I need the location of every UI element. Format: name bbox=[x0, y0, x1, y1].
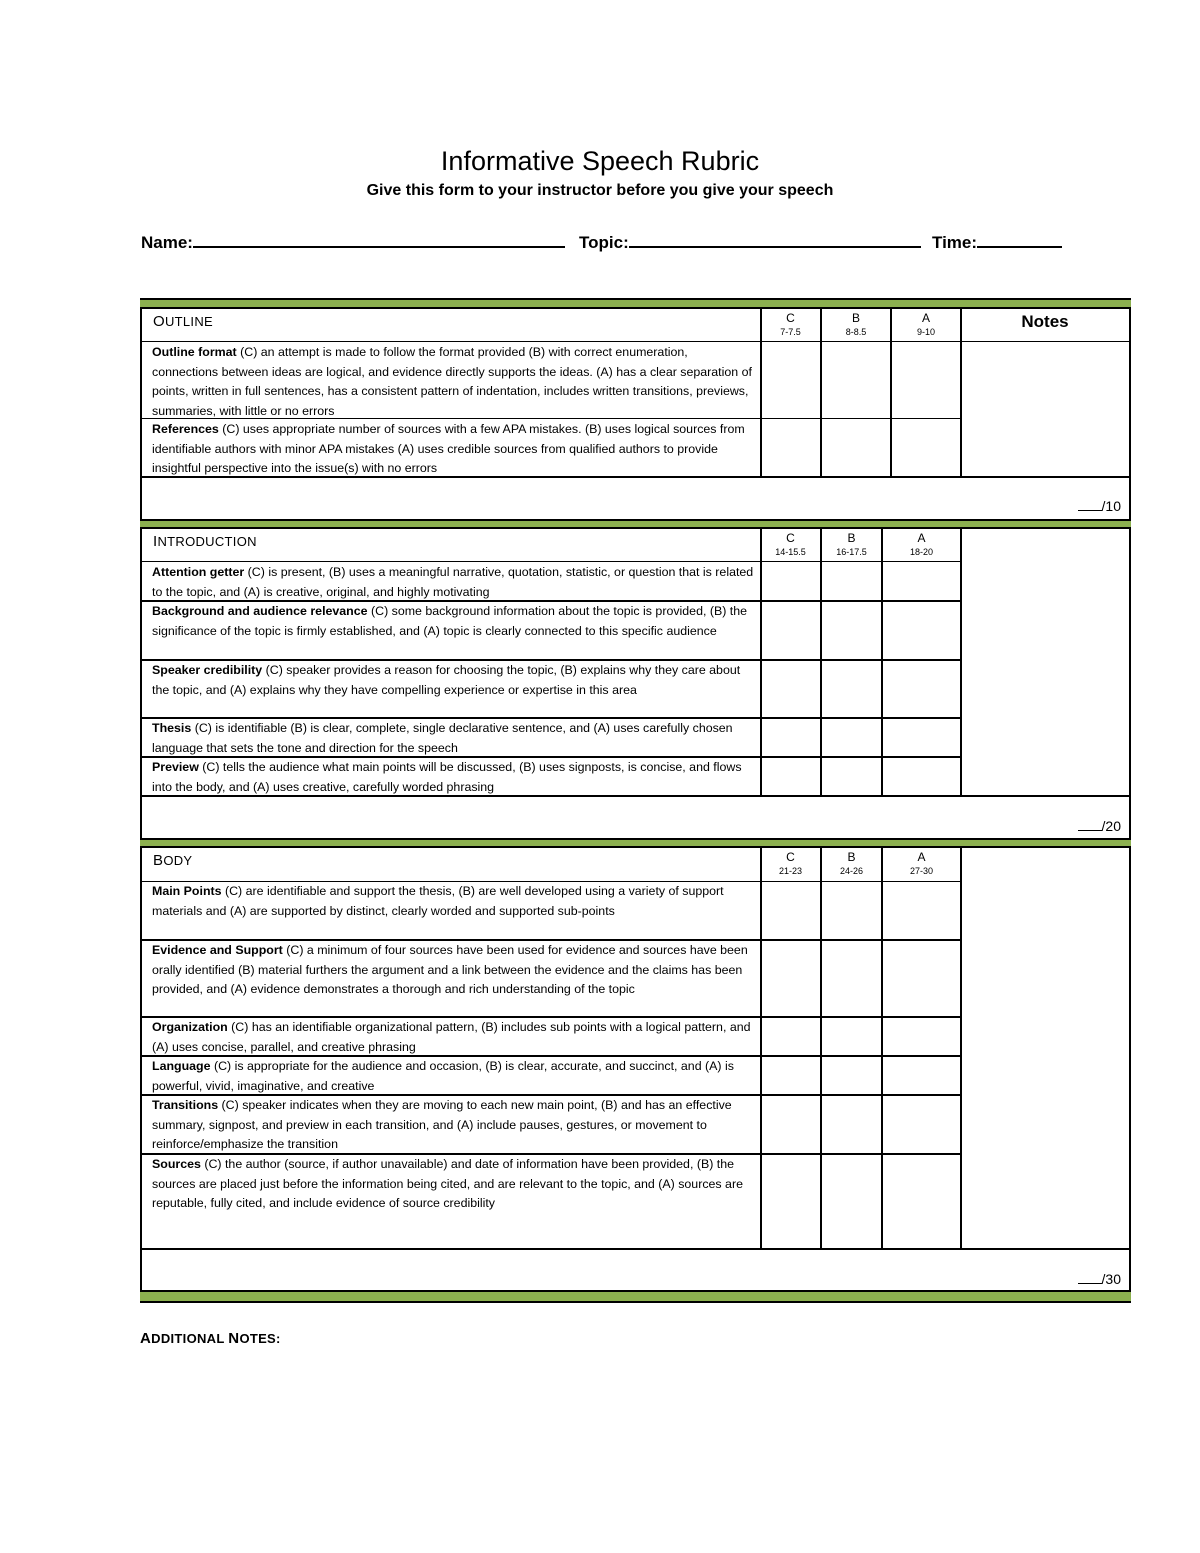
criterion-references: References (C) uses appropriate number of sources with a few APA mistakes. (B) uses logical sources from identifiable authors with minor APA mistakes (A) uses credible sources from qualified authors to provide insightful perspective into the issue(s) with no errors bbox=[152, 422, 745, 475]
intro-col-b bbox=[820, 529, 822, 797]
body-col-a bbox=[881, 848, 883, 1250]
body-grade-a: A 27-30 bbox=[909, 850, 934, 876]
section-title-body: BODY bbox=[153, 852, 193, 869]
criterion-outline-format: Outline format (C) an attempt is made to follow the format provided (B) with correct enumeration, connections between ideas are logical, and evidence directly supports the ideas. (A) has a clear separation of points, written in full sentences, has a consistent pattern of indentation, includes written transitions, previews, summaries, with little or no errors bbox=[152, 345, 752, 418]
outline-col-notes bbox=[960, 309, 962, 478]
criterion-sources: Sources (C) the author (source, if author unavailable) and date of information have been provided, (B) the sources are placed just before the information being cited, and are relevant to the topic, and (A) sources are reputable, fully cited, and include evidence of source credibility bbox=[152, 1157, 743, 1210]
criterion-language: Language (C) is appropriate for the audience and occasion, (B) is clear, accurate, and succinct, and (A) is powerful, vivid, imaginative, and creative bbox=[152, 1059, 734, 1093]
frame-right-2 bbox=[1129, 529, 1131, 838]
topic-label: Topic: bbox=[579, 233, 629, 252]
intro-col-notes bbox=[960, 529, 962, 797]
criterion-preview: Preview (C) tells the audience what main points will be discussed, (B) uses signposts, is concise, and flows into the body, and (A) uses creative, carefully worded phrasing bbox=[152, 760, 742, 794]
outline-score[interactable]: /10 bbox=[1078, 498, 1121, 514]
criterion-transitions: Transitions (C) speaker indicates when they are moving to each new main point, (B) and has an effective summary, signpost, and preview in each transition, and (A) include pauses, gestures, or movement to reinforce/emphasize the transition bbox=[152, 1098, 732, 1151]
topic-field[interactable] bbox=[579, 228, 921, 254]
score-blank[interactable] bbox=[1078, 1271, 1102, 1284]
intro-col-c bbox=[760, 529, 762, 797]
additional-notes-label: ADDITIONAL NOTES: bbox=[140, 1330, 281, 1347]
intro-header-line bbox=[140, 561, 962, 562]
criterion-organization: Organization (C) has an identifiable organizational pattern, (B) includes sub points with a logical pattern, and (A) uses concise, parallel, and creative phrasing bbox=[152, 1020, 751, 1054]
outline-col-a bbox=[890, 309, 892, 478]
outline-header-line bbox=[140, 341, 1131, 342]
score-blank[interactable] bbox=[1078, 498, 1102, 511]
criterion-speaker-credibility: Speaker credibility (C) speaker provides a reason for choosing the topic, (B) explains why they care about the topic, and (A) explains why they have compelling experience or expertise in this area bbox=[152, 663, 741, 697]
name-field[interactable] bbox=[141, 228, 565, 254]
intro-grade-b: B 16-17.5 bbox=[836, 531, 867, 557]
criterion-attention-getter: Attention getter (C) is present, (B) uses a meaningful narrative, quotation, statistic, or question that is related to the topic, and (A) is creative, original, and highly motivating bbox=[152, 565, 754, 599]
topic-line[interactable] bbox=[629, 228, 921, 248]
body-col-notes bbox=[960, 848, 962, 1250]
section-title-introduction: INTRODUCTION bbox=[153, 533, 257, 550]
divider-bar-2 bbox=[140, 838, 1131, 848]
page-title: Informative Speech Rubric bbox=[440, 146, 760, 176]
time-line[interactable] bbox=[977, 228, 1062, 248]
outline-col-c bbox=[760, 309, 762, 478]
name-label: Name: bbox=[141, 233, 193, 252]
criterion-background: Background and audience relevance (C) some background information about the topic is provided, (B) the significance of the topic is firmly established, and (A) topic is clearly connected to this specific audience bbox=[152, 604, 748, 638]
divider-bar-1 bbox=[140, 519, 1131, 529]
criterion-thesis: Thesis (C) is identifiable (B) is clear, complete, single declarative sentence, and (A) uses carefully chosen language that sets the tone and direction for the speech bbox=[152, 721, 733, 755]
body-table-bottom bbox=[140, 1248, 1131, 1250]
name-line[interactable] bbox=[193, 228, 565, 248]
body-col-b bbox=[820, 848, 822, 1250]
body-col-c bbox=[760, 848, 762, 1250]
intro-grade-c: C 14-15.5 bbox=[775, 531, 806, 557]
section-title-outline: OUTLINE bbox=[153, 313, 213, 330]
time-label: Time: bbox=[932, 233, 978, 252]
introduction-score[interactable]: /20 bbox=[1078, 818, 1121, 834]
outline-grade-c: C 7-7.5 bbox=[780, 311, 801, 337]
outline-grade-a: A 9-10 bbox=[916, 311, 935, 337]
rubric-table bbox=[140, 298, 1131, 1303]
frame-left-3 bbox=[140, 848, 142, 1290]
intro-grade-a: A 18-20 bbox=[909, 531, 934, 557]
body-grade-b: B 24-26 bbox=[839, 850, 864, 876]
body-grade-c: C 21-23 bbox=[778, 850, 803, 876]
criterion-main-points: Main Points (C) are identifiable and support the thesis, (B) are well developed using a variety of support materials and (A) are supported by distinct, clearly worded and supported sub-points bbox=[152, 884, 724, 918]
frame-right-3 bbox=[1129, 848, 1131, 1290]
notes-header: Notes bbox=[1021, 312, 1069, 331]
frame-left-2 bbox=[140, 529, 142, 838]
time-field[interactable] bbox=[932, 228, 1062, 254]
bottom-bar bbox=[140, 1290, 1131, 1303]
outline-col-b bbox=[820, 309, 822, 478]
criterion-evidence-support: Evidence and Support (C) a minimum of four sources have been used for evidence and sources have been orally identified (B) material furthers the argument and a link between the evidence and the claims has been provided, and (A) evidence demonstrates a thorough and rich understanding of the topic bbox=[152, 943, 748, 996]
page-subtitle: Give this form to your instructor before you give your speech bbox=[366, 182, 834, 199]
top-bar bbox=[140, 298, 1131, 309]
body-score[interactable]: /30 bbox=[1078, 1271, 1121, 1287]
outline-grade-b: B 8-8.5 bbox=[845, 311, 867, 337]
score-blank[interactable] bbox=[1078, 818, 1102, 831]
intro-col-a bbox=[881, 529, 883, 797]
